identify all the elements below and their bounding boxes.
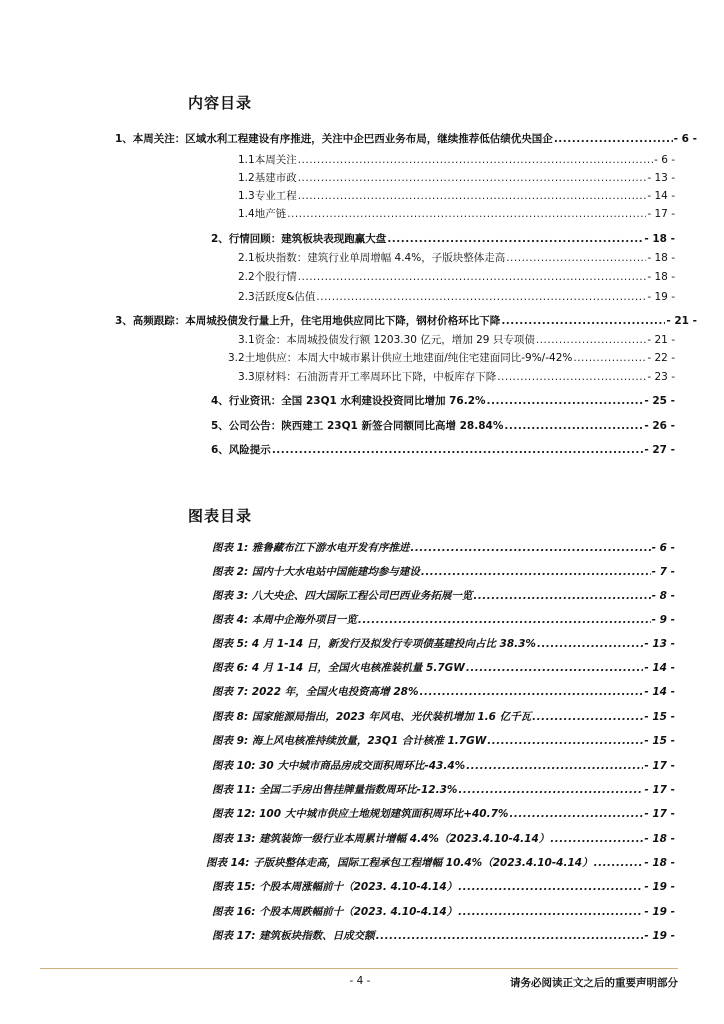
leader-dots (298, 170, 647, 186)
leader-dots (358, 612, 651, 628)
leader-dots (298, 188, 647, 204)
toc-entry-2-2[interactable] (238, 269, 675, 285)
toc-entry-text: 5、公司公告：陕西建工 23Q1 新签合同额同比高增 28.84% (211, 420, 504, 432)
leader-dots (504, 418, 643, 434)
toc-entry-text: 1.3专业工程 (238, 190, 297, 202)
figure-entry-3[interactable] (212, 588, 675, 604)
figure-entry-text: 图表 2: 国内十大水电站中国能建均参与建设 (212, 566, 420, 578)
figure-entry-text: 图表 11: 全国二手房出售挂牌量指数周环比-12.3% (212, 784, 458, 796)
figure-entry-text: 图表 13: 建筑装饰一级行业本周累计增幅 4.4%（2023.4.10-4.14） (212, 833, 550, 845)
toc-entry-text: 1、本周关注：区域水利工程建设有序推进，关注中企巴西业务布局，继续推荐低估绩优央国企 (115, 133, 553, 145)
leader-dots (466, 660, 644, 676)
figure-entry-text: 图表 7: 2022 年，全国火电投资高增 28% (212, 686, 419, 698)
leader-dots (536, 332, 647, 348)
figure-entry-page: - 14 - (644, 662, 675, 674)
toc-entry-text: 2、行情回顾：建筑板块表现跑赢大盘 (211, 233, 387, 245)
toc-entry-page: - 6 - (673, 133, 697, 145)
leader-dots (387, 231, 643, 247)
leader-dots (550, 831, 643, 847)
toc-entry-2[interactable] (211, 231, 675, 247)
figure-entry-2[interactable] (212, 564, 675, 580)
leader-dots (487, 393, 644, 409)
page-number: - 4 - (349, 975, 371, 987)
leader-dots (594, 855, 644, 871)
leader-dots (487, 733, 643, 749)
figure-entry-14[interactable] (206, 855, 675, 871)
figure-entry-text: 图表 10: 30 大中城市商品房成交面积周环比-43.4% (212, 760, 466, 772)
leader-dots (532, 709, 643, 725)
figure-entry-text: 图表 15: 个股本周涨幅前十（2023. 4.10-4.14） (212, 881, 458, 893)
toc-entry-2-3[interactable] (238, 289, 675, 305)
figure-entry-page: - 7 - (651, 566, 675, 578)
toc-entry-text: 6、风险提示 (211, 444, 271, 456)
figure-entry-13[interactable] (212, 831, 675, 847)
figure-entry-page: - 6 - (651, 542, 675, 554)
toc-entry-text: 4、行业资讯：全国 23Q1 水利建设投资同比增加 76.2% (211, 395, 486, 407)
figure-entry-page: - 17 - (644, 760, 675, 772)
toc-entry-page: - 6 - (654, 154, 675, 166)
toc-entry-text: 3.2土地供应：本周大中城市累计供应土地建面/纯住宅建面同比-9%/-42% (228, 352, 573, 364)
disclaimer-note: 请务必阅读正文之后的重要声明部分 (510, 977, 678, 989)
toc-entry-page: - 18 - (647, 271, 675, 283)
figure-entry-page: - 17 - (644, 808, 675, 820)
toc-entry-text: 1.1本周关注 (238, 154, 297, 166)
leader-dots (497, 369, 646, 385)
leader-dots (506, 250, 646, 266)
leader-dots (272, 442, 644, 458)
toc-entry-1-3[interactable] (238, 188, 675, 204)
toc-entry-page: - 22 - (647, 352, 675, 364)
toc-entry-page: - 14 - (647, 190, 675, 202)
figure-entry-8[interactable] (212, 709, 675, 725)
leader-dots (316, 289, 646, 305)
toc-entry-3-1[interactable] (238, 332, 675, 348)
figure-entry-page: - 18 - (644, 857, 675, 869)
toc-entry-text: 3.1资金：本周城投债发行额 1203.30 亿元，增加 29 只专项债 (238, 334, 535, 346)
figures-title: 图表目录 (188, 507, 253, 525)
toc-entry-4[interactable] (211, 393, 675, 409)
toc-entry-page: - 17 - (647, 208, 675, 220)
figure-entry-page: - 19 - (644, 930, 675, 942)
toc-entry-1[interactable] (115, 131, 697, 147)
toc-entry-text: 2.2个股行情 (238, 271, 297, 283)
toc-entry-3-2[interactable] (228, 350, 675, 366)
leader-dots (458, 904, 643, 920)
toc-entry-text: 1.2基建市政 (238, 172, 297, 184)
leader-dots (458, 782, 643, 798)
figure-entry-text: 图表 12: 100 大中城市供应土地规划建筑面积周环比+40.7% (212, 808, 509, 820)
figure-entry-9[interactable] (212, 733, 675, 749)
toc-entry-2-1[interactable] (238, 250, 675, 266)
leader-dots (298, 152, 653, 168)
figure-entry-text: 图表 3: 八大央企、四大国际工程公司巴西业务拓展一览 (212, 590, 473, 602)
leader-dots (509, 806, 643, 822)
leader-dots (421, 564, 651, 580)
figure-entry-10[interactable] (212, 758, 675, 774)
figure-entry-text: 图表 5: 4 月 1-14 日，新发行及拟发行专项债基建投向占比 38.3% (212, 638, 536, 650)
figure-entry-page: - 14 - (644, 686, 675, 698)
leader-dots (554, 131, 673, 147)
toc-entry-text: 2.1板块指数：建筑行业单周增幅 4.4%，子版块整体走高 (238, 252, 506, 264)
toc-entry-page: - 26 - (644, 420, 675, 432)
leader-dots (473, 588, 650, 604)
leader-dots (419, 684, 643, 700)
figure-entry-11[interactable] (212, 782, 675, 798)
figure-entry-text: 图表 1: 雅鲁藏布江下游水电开发有序推进 (212, 542, 410, 554)
toc-entry-text: 2.3活跃度&估值 (238, 291, 316, 303)
figure-entry-text: 图表 4: 本周中企海外项目一览 (212, 614, 357, 626)
figure-entry-5[interactable] (212, 636, 675, 652)
toc-entry-page: - 13 - (647, 172, 675, 184)
toc-entry-page: - 27 - (644, 444, 675, 456)
figure-entry-1[interactable] (212, 540, 675, 556)
figure-entry-text: 图表 9: 海上风电核准持续放量，23Q1 合计核准 1.7GW (212, 735, 487, 747)
figure-entry-page: - 19 - (644, 906, 675, 918)
leader-dots (466, 758, 643, 774)
toc-entry-page: - 21 - (666, 315, 697, 327)
figure-entry-text: 图表 16: 个股本周跌幅前十（2023. 4.10-4.14） (212, 906, 458, 918)
figure-entry-4[interactable] (212, 612, 675, 628)
toc-entry-page: - 21 - (647, 334, 675, 346)
figure-entry-page: - 9 - (651, 614, 675, 626)
figure-entry-page: - 17 - (644, 784, 675, 796)
figure-entry-page: - 8 - (651, 590, 675, 602)
leader-dots (573, 350, 646, 366)
toc-entry-page: - 25 - (644, 395, 675, 407)
figure-entry-12[interactable] (212, 806, 675, 822)
leader-dots (298, 269, 647, 285)
leader-dots (458, 879, 643, 895)
toc-entry-text: 3.3原材料：石油沥青开工率周环比下降，中板库存下降 (238, 371, 497, 383)
toc-entry-text: 1.4地产链 (238, 208, 287, 220)
figure-entry-page: - 18 - (644, 833, 675, 845)
figure-entry-17[interactable] (212, 928, 675, 944)
leader-dots (410, 540, 650, 556)
figure-entry-page: - 15 - (644, 735, 675, 747)
figure-entry-text: 图表 14: 子版块整体走高，国际工程承包工程增幅 10.4%（2023.4.10-4.14） (206, 857, 593, 869)
toc-entry-text: 3、高频跟踪：本周城投债发行量上升，住宅用地供应同比下降，钢材价格环比下降 (115, 315, 501, 327)
toc-entry-page: - 23 - (647, 371, 675, 383)
figure-entry-page: - 13 - (644, 638, 675, 650)
leader-dots (287, 206, 646, 222)
toc-title: 内容目录 (188, 94, 253, 112)
figure-entry-7[interactable] (212, 684, 675, 700)
toc-entry-1-2[interactable] (238, 170, 675, 186)
toc-entry-page: - 18 - (644, 233, 675, 245)
figure-entry-15[interactable] (212, 879, 675, 895)
figure-entry-16[interactable] (212, 904, 675, 920)
figure-entry-text: 图表 8: 国家能源局指出，2023 年风电、光伏装机增加 1.6 亿千瓦 (212, 711, 532, 723)
toc-entry-1-4[interactable] (238, 206, 675, 222)
figure-entry-text: 图表 17: 建筑板块指数、日成交额 (212, 930, 375, 942)
toc-entry-6[interactable] (211, 442, 675, 458)
toc-entry-3-3[interactable] (238, 369, 675, 385)
leader-dots (537, 636, 643, 652)
footer-divider (40, 968, 678, 969)
figure-entry-page: - 19 - (644, 881, 675, 893)
figure-entry-text: 图表 6: 4 月 1-14 日，全国火电核准装机量 5.7GW (212, 662, 465, 674)
leader-dots (376, 928, 644, 944)
toc-entry-3[interactable] (115, 313, 697, 329)
figure-entry-6[interactable] (212, 660, 675, 676)
toc-entry-1-1[interactable] (238, 152, 675, 168)
toc-entry-page: - 18 - (647, 252, 675, 264)
figure-entry-page: - 15 - (644, 711, 675, 723)
leader-dots (501, 313, 665, 329)
toc-entry-5[interactable] (211, 418, 675, 434)
toc-entry-page: - 19 - (647, 291, 675, 303)
